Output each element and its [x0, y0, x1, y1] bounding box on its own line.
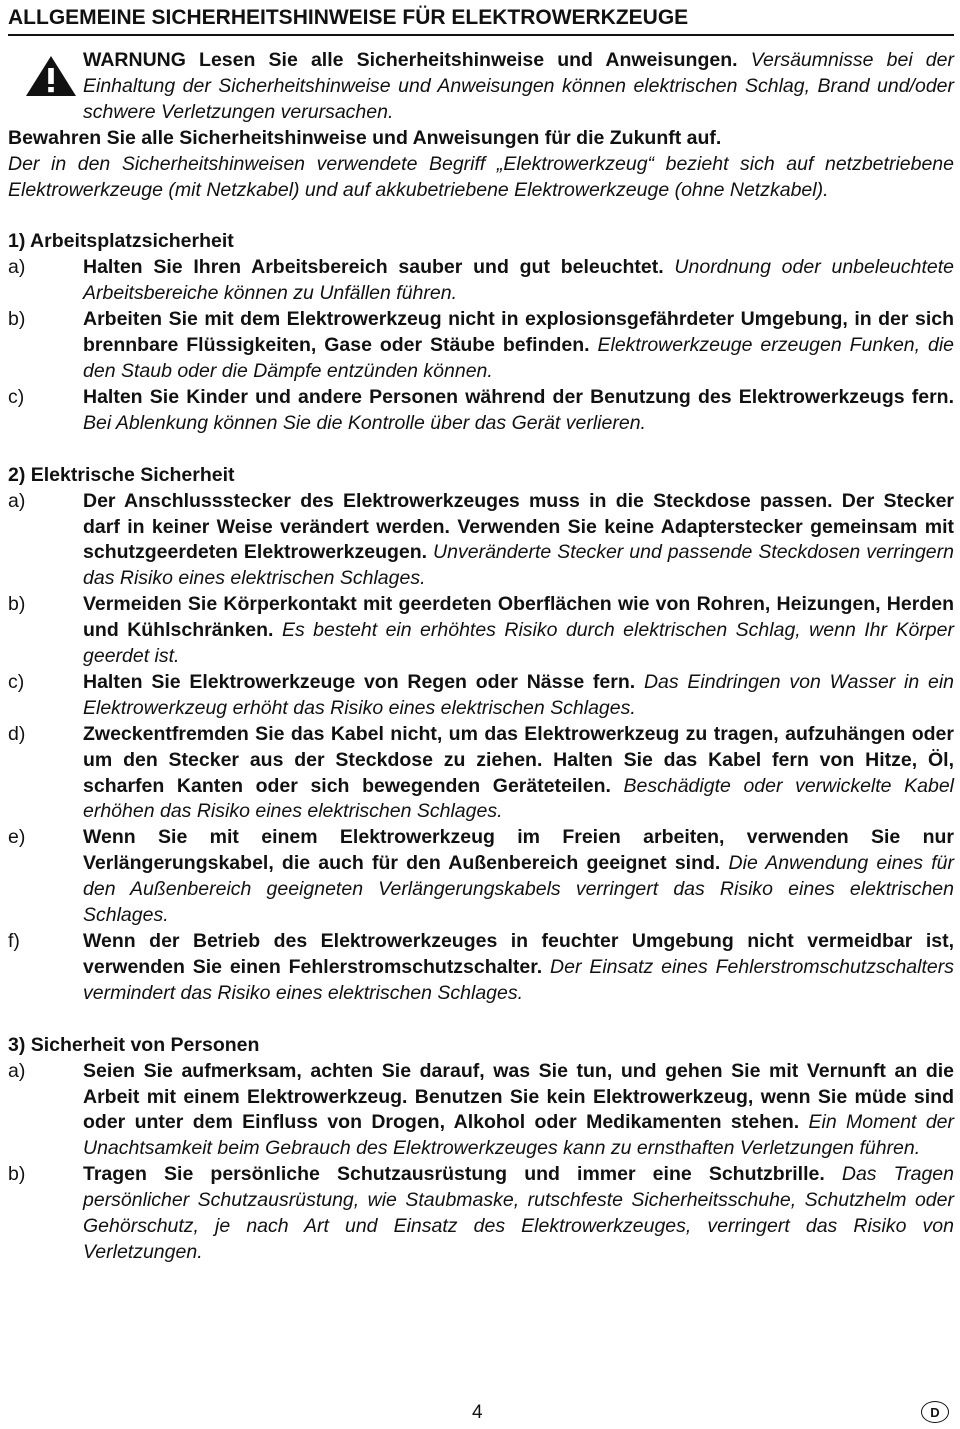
list-item: [8, 489, 954, 593]
list-item: [8, 1059, 954, 1163]
item-bold-text: Tragen Sie persönliche Schutzausrüstung und immer eine Schutzbrille.: [83, 1163, 825, 1186]
item-bold-text: Halten Sie Kinder und andere Personen während der Benutzung des Elektrowerkzeugs fern.: [83, 385, 954, 408]
list-item: [8, 307, 954, 385]
item-italic-text: Das Tragen persönlicher Schutzausrüstung, wie Staubmaske, rutschfeste Sicherheitsschuhe, Schutzhelm oder Gehörschutz, je nach Art und Einsatz des Elektrowerkzeuges, verringert das Risiko von Verletzungen.: [83, 1163, 954, 1263]
item-italic-text: Beschädigte oder verwickelte Kabel erhöhen das Risiko eines elektrischen Schlages.: [83, 774, 954, 823]
keep-notice: Bewahren Sie alle Sicherheitshinweise und Anweisungen für die Zukunft auf.: [8, 126, 722, 149]
page-title: ALLGEMEINE SICHERHEITSHINWEISE FÜR ELEKTROWERKZEUGE: [8, 4, 954, 36]
item-bold-text: Wenn Sie mit einem Elektrowerkzeug im Freien arbeiten, verwenden Sie nur Verlängerungskabel, die auch für den Außenbereich geeignet sind.: [83, 826, 954, 875]
section-3: [8, 1033, 954, 1266]
definition-text: Der in den Sicherheitshinweisen verwendete Begriff „Elektrowerkzeug“ bezieht sich auf netzbetriebene Elektrowerkzeuge (mit Netzkabel) und auf akkubetriebene Elektrowerkzeuge (ohne Netzkabel).: [8, 152, 954, 201]
section-heading: 1) Arbeitsplatzsicherheit: [8, 230, 234, 253]
warning-italic-text: Versäumnisse bei der Einhaltung der Sicherheitshinweise und Anweisungen können elektrischen Schlag, Brand und/oder schwere Verletzungen verursachen.: [83, 49, 954, 123]
item-bold-text: Halten Sie Ihren Arbeitsbereich sauber und gut beleuchtet.: [83, 256, 664, 279]
warning-block: [8, 48, 954, 126]
item-letter: e): [8, 826, 26, 849]
section-heading: 2) Elektrische Sicherheit: [8, 463, 235, 486]
item-italic-text: Unordnung oder unbeleuchtete Arbeitsbereiche können zu Unfällen führen.: [83, 256, 954, 305]
document-page: [8, 4, 954, 1266]
item-bold-text: Zweckentfremden Sie das Kabel nicht, um das Elektrowerkzeug zu tragen, aufzuhängen oder um den Stecker aus der Steckdose zu ziehen. Halten Sie das Kabel fern von Hitze, Öl, scharfen Kanten oder sich bewegenden Geräteteilen.: [83, 722, 954, 797]
list-item: [8, 385, 954, 437]
item-bold-text: Arbeiten Sie mit dem Elektrowerkzeug nicht in explosionsgefährdeter Umgebung, in der sich brennbare Flüssigkeiten, Gase oder Stäube befinden.: [83, 308, 954, 357]
warning-triangle-icon: [23, 53, 79, 99]
list-item: [8, 670, 954, 722]
item-letter: d): [8, 722, 26, 745]
warning-bold-text: Lesen Sie alle Sicherheitshinweise und Anweisungen.: [185, 49, 738, 71]
page-number: 4: [472, 1402, 483, 1423]
item-letter: a): [8, 1059, 26, 1082]
item-italic-text: Bei Ablenkung können Sie die Kontrolle über das Gerät verlieren.: [83, 411, 646, 434]
list-item: [8, 592, 954, 670]
item-italic-text: Es besteht ein erhöhtes Risiko durch elektrischen Schlag, wenn Ihr Körper geerdet ist.: [83, 619, 954, 668]
item-bold-text: Der Anschlussstecker des Elektrowerkzeuges muss in die Steckdose passen. Der Stecker darf in keiner Weise verändert werden. Verwenden Sie keine Adapterstecker gemeinsam mit schutzgeerdeten Elektrowerkzeugen.: [83, 489, 954, 564]
list-item: [8, 825, 954, 929]
item-italic-text: Die Anwendung eines für den Außenbereich geeigneten Verlängerungskabels verringert das Risiko eines elektrischen Schlages.: [83, 852, 954, 927]
item-italic-text: Der Einsatz eines Fehlerstromschutzschalters vermindert das Risiko eines elektrischen Schlages.: [83, 955, 954, 1004]
list-item: [8, 722, 954, 826]
item-letter: c): [8, 670, 25, 693]
warning-label: WARNUNG: [83, 49, 186, 71]
item-letter: b): [8, 593, 26, 616]
item-italic-text: Das Eindringen von Wasser in ein Elektrowerkzeug erhöht das Risiko eines elektrischen Schlages.: [83, 670, 955, 719]
list-item: [8, 929, 954, 1007]
list-item: [8, 255, 954, 307]
list-item: [8, 1162, 954, 1266]
item-bold-text: Wenn der Betrieb des Elektrowerkzeuges in feuchter Umgebung nicht vermeidbar ist, verwenden Sie einen Fehlerstromschutzschalter.: [83, 930, 954, 978]
section-2: [8, 463, 954, 1007]
item-bold-text: Vermeiden Sie Körperkontakt mit geerdeten Oberflächen wie von Rohren, Heizungen, Herden und Kühlschränken.: [83, 593, 954, 642]
item-letter: a): [8, 489, 26, 512]
item-letter: a): [8, 256, 26, 279]
section-1: [8, 229, 954, 436]
item-italic-text: Ein Moment der Unachtsamkeit beim Gebrauch des Elektrowerkzeuges kann zu ernsthaften Verletzungen führen.: [83, 1111, 955, 1160]
item-bold-text: Seien Sie aufmerksam, achten Sie darauf, was Sie tun, und gehen Sie mit Vernunft an die Arbeit mit einem Elektrowerkzeug. Benutzen Sie kein Elektrowerkzeug, wenn Sie müde sind oder unter dem Einfluss von Drogen, Alkohol oder Medikamenten stehen.: [83, 1059, 954, 1134]
item-letter: c): [8, 385, 25, 408]
item-bold-text: Halten Sie Elektrowerkzeuge von Regen oder Nässe fern.: [83, 670, 636, 693]
language-badge: D: [921, 1401, 949, 1423]
item-letter: b): [8, 1163, 26, 1186]
item-letter: b): [8, 308, 26, 331]
item-letter: f): [8, 930, 20, 952]
section-heading: 3) Sicherheit von Personen: [8, 1033, 260, 1056]
item-italic-text: Elektrowerkzeuge erzeugen Funken, die den Staub oder die Dämpfe entzünden können.: [83, 334, 954, 382]
item-italic-text: Unveränderte Stecker und passende Steckdosen verringern das Risiko eines elektrischen Schlages.: [83, 541, 954, 590]
